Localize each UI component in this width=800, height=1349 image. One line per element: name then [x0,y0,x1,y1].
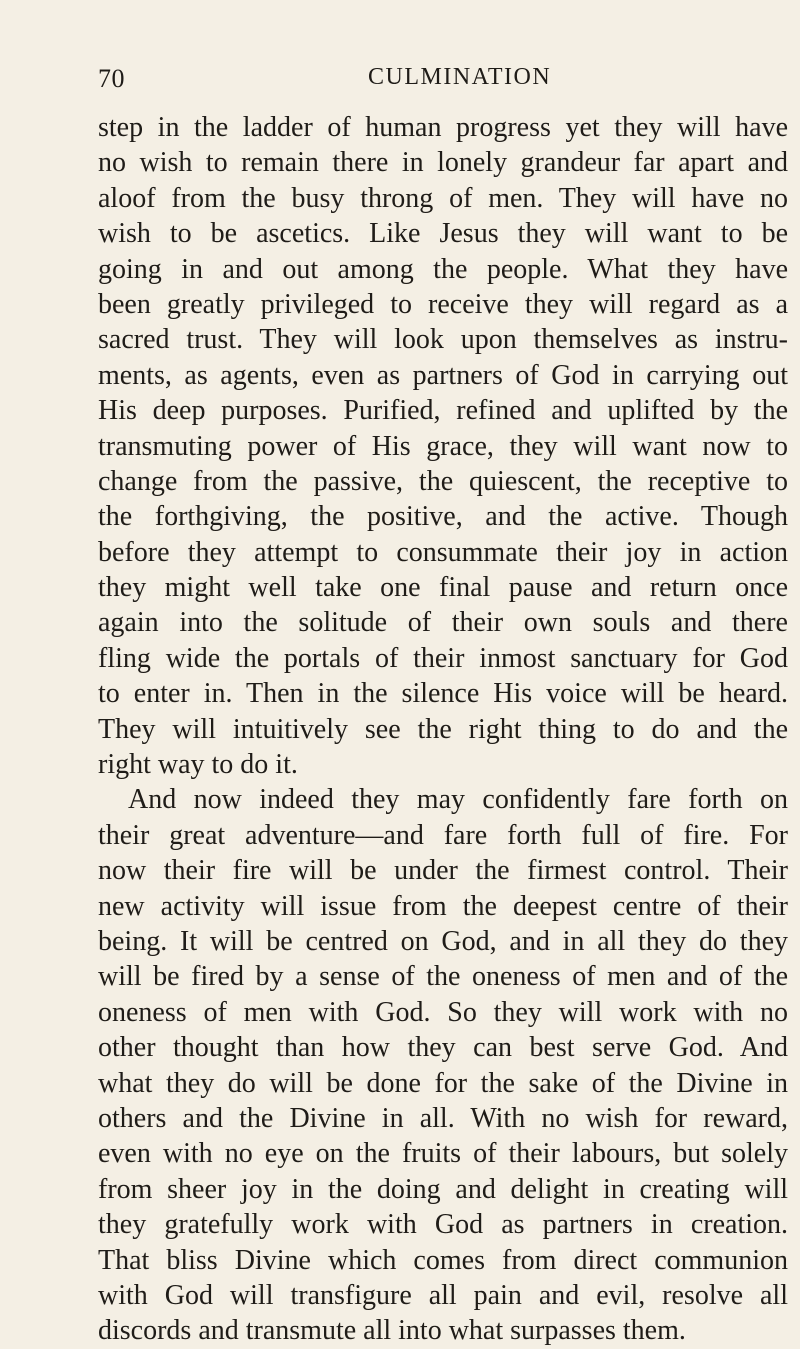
text-line: they gratefully work with God as partners in creation. [98,1209,788,1241]
text-line: they might well take one final pause and return once [98,572,788,604]
text-line: other thought than how they can best serve God. And [98,1032,788,1064]
text-line: new activity will issue from the deepest centre of their [98,890,788,922]
text-line: what they do will be done for the sake of the Divine in [98,1067,788,1099]
text-line: will be fired by a sense of the oneness of men and of the [98,961,788,993]
text-line: right way to do it. [98,749,298,781]
text-line: That bliss Divine which comes from direct communion [98,1244,788,1276]
text-line: even with no eye on the fruits of their labours, but solely [98,1138,788,1170]
text-line: the forthgiving, the positive, and the active. Though [98,501,788,533]
text-line: no wish to remain there in lonely grandeur far apart and [98,147,788,179]
text-line: their great adventure—and fare forth full of fire. For [98,819,788,851]
text-line: before they attempt to consummate their joy in action [98,536,788,568]
text-line: others and the Divine in all. With no wish for reward, [98,1102,788,1134]
text-line: oneness of men with God. So they will work with no [98,996,788,1028]
chapter-title: CULMINATION [368,64,552,90]
text-line: with God will transfigure all pain and evil, resolve all [98,1279,788,1311]
text-line: been greatly privileged to receive they will regard as a [98,288,788,320]
text-line: to enter in. Then in the silence His voice will be heard. [98,678,788,710]
text-line: discords and transmute all into what surpasses them. [98,1315,686,1347]
text-line: wish to be ascetics. Like Jesus they will want to be [98,218,788,250]
text-line: being. It will be centred on God, and in all they do they [98,925,788,957]
text-line: aloof from the busy throng of men. They will have no [98,182,788,214]
text-line: sacred trust. They will look upon themselves as instru- [98,324,788,356]
text-line: now their fire will be under the firmest control. Their [98,855,788,887]
body-text [98,110,788,1349]
text-line: His deep purposes. Purified, refined and uplifted by the [98,395,788,427]
text-line: They will intuitively see the right thing to do and the [98,713,788,745]
running-head [0,64,800,104]
text-line: change from the passive, the quiescent, the receptive to [98,465,788,497]
text-line: ments, as agents, even as partners of God in carrying out [98,359,788,391]
text-line: fling wide the portals of their inmost sanctuary for God [98,642,788,674]
text-line: from sheer joy in the doing and delight in creating will [98,1173,788,1205]
text-line: again into the solitude of their own souls and there [98,607,788,639]
text-line: transmuting power of His grace, they will want now to [98,430,788,462]
text-line: going in and out among the people. What they have [98,253,788,285]
page-number: 70 [98,64,125,93]
text-line: step in the ladder of human progress yet they will have [98,112,788,143]
paragraph-first-line: And now indeed they may confidently fare forth on [128,784,788,816]
